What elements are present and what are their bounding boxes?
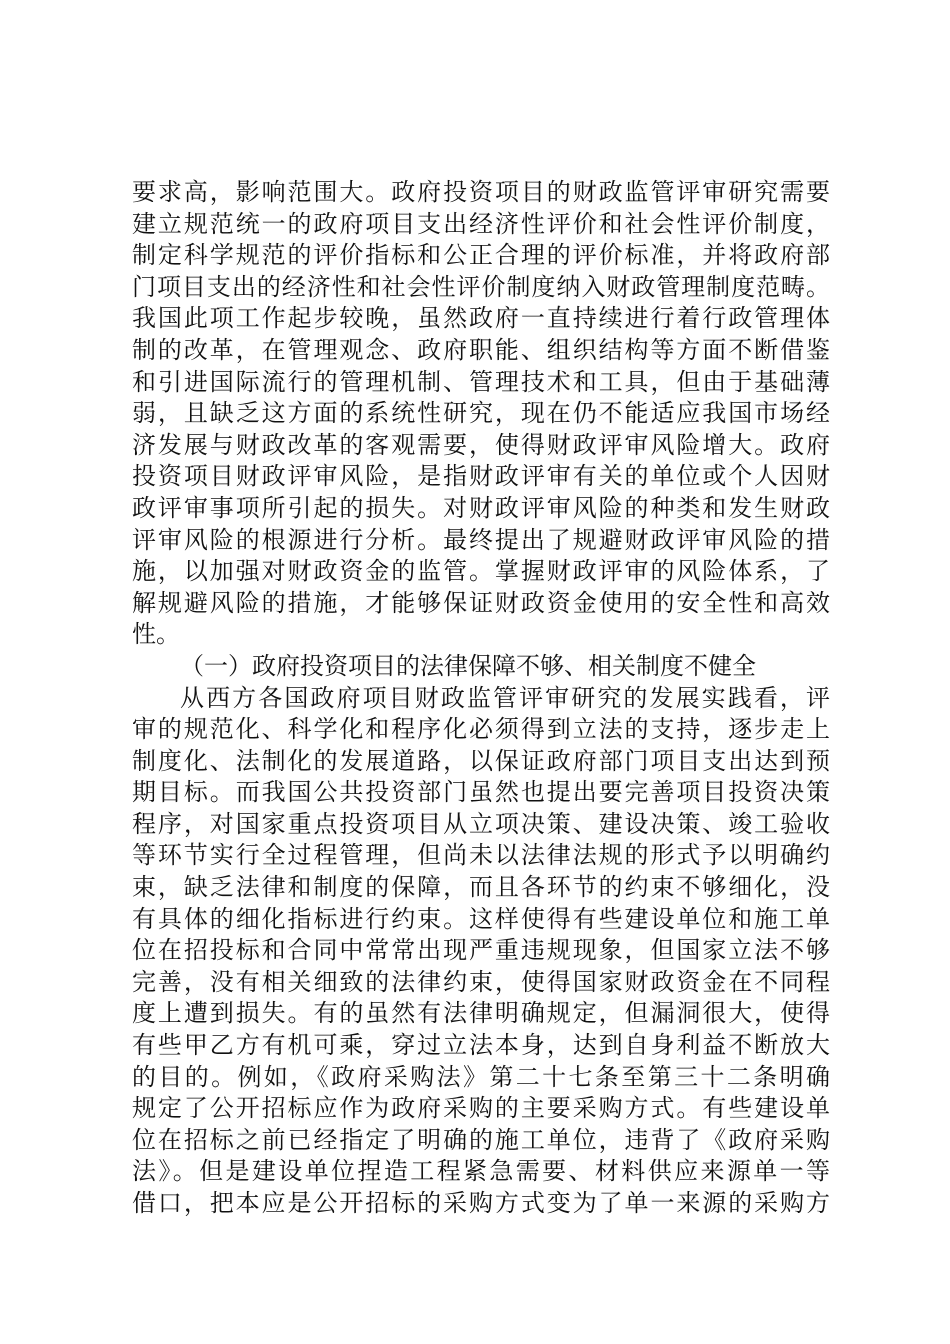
- body-text-line: 弱，且缺乏这方面的系统性研究，现在仍不能适应我国市场经: [132, 399, 830, 428]
- body-text-line: 法》。但是建设单位捏造工程紧急需要、材料供应来源单一等: [132, 1157, 830, 1186]
- body-text-line: 制的改革，在管理观念、政府职能、组织结构等方面不断借鉴: [132, 335, 830, 364]
- body-text-line: 制定科学规范的评价指标和公正合理的评价标准，并将政府部: [132, 241, 830, 270]
- body-text-line: 施，以加强对财政资金的监管。掌握财政评审的风险体系，了: [132, 557, 830, 586]
- body-text-line: 规定了公开招标应作为政府采购的主要采购方式。有些建设单: [132, 1094, 830, 1123]
- body-text-line: 的目的。例如，《政府采购法》第二十七条至第三十二条明确: [132, 1062, 830, 1091]
- body-text-line: 评审风险的根源进行分析。最终提出了规避财政评审风险的措: [132, 525, 830, 554]
- body-text-line: 有具体的细化指标进行约束。这样使得有些建设单位和施工单: [132, 904, 830, 933]
- document-body: [132, 177, 830, 1220]
- body-text-line: 政评审事项所引起的损失。对财政评审风险的种类和发生财政: [132, 493, 830, 522]
- body-text-line: 束，缺乏法律和制度的保障，而且各环节的约束不够细化，没: [132, 873, 830, 902]
- body-text-line: 借口，把本应是公开招标的采购方式变为了单一来源的采购方: [132, 1189, 830, 1217]
- paragraph-first-line: 从西方各国政府项目财政监管评审研究的发展实践看，评: [180, 683, 830, 712]
- body-text-line: 位在招标之前已经指定了明确的施工单位，违背了《政府采购: [132, 1125, 830, 1154]
- body-text-line: 建立规范统一的政府项目支出经济性评价和社会性评价制度，: [132, 209, 830, 238]
- section-heading: （一）政府投资项目的法律保障不够、相关制度不健全: [180, 651, 756, 680]
- body-text-line: 等环节实行全过程管理，但尚未以法律法规的形式予以明确约: [132, 841, 830, 870]
- body-text-line: 我国此项工作起步较晚，虽然政府一直持续进行着行政管理体: [132, 304, 830, 333]
- body-text-line: 有些甲乙方有机可乘，穿过立法本身，达到自身利益不断放大: [132, 1031, 830, 1060]
- body-text-line: 解规避风险的措施，才能够保证财政资金使用的安全性和高效: [132, 588, 830, 617]
- body-text-line: 济发展与财政改革的客观需要，使得财政评审风险增大。政府: [132, 430, 830, 459]
- body-text-line: 性。: [132, 620, 180, 649]
- body-text-line: 位在招投标和合同中常常出现严重违规现象，但国家立法不够: [132, 936, 830, 965]
- body-text-line: 完善，没有相关细致的法律约束，使得国家财政资金在不同程: [132, 967, 830, 996]
- body-text-line: 投资项目财政评审风险，是指财政评审有关的单位或个人因财: [132, 462, 830, 491]
- body-text-line: 制度化、法制化的发展道路，以保证政府部门项目支出达到预: [132, 746, 830, 775]
- body-text-line: 审的规范化、科学化和程序化必须得到立法的支持，逐步走上: [132, 715, 830, 744]
- body-text-line: 要求高，影响范围大。政府投资项目的财政监管评审研究需要: [132, 178, 830, 206]
- body-text-line: 期目标。而我国公共投资部门虽然也提出要完善项目投资决策: [132, 778, 830, 807]
- body-text-line: 度上遭到损失。有的虽然有法律明确规定，但漏洞很大，使得: [132, 999, 830, 1028]
- body-text-line: 门项目支出的经济性和社会性评价制度纳入财政管理制度范畴。: [132, 272, 830, 301]
- body-text-line: 和引进国际流行的管理机制、管理技术和工具，但由于基础薄: [132, 367, 830, 396]
- body-text-line: 程序，对国家重点投资项目从立项决策、建设决策、竣工验收: [132, 809, 830, 838]
